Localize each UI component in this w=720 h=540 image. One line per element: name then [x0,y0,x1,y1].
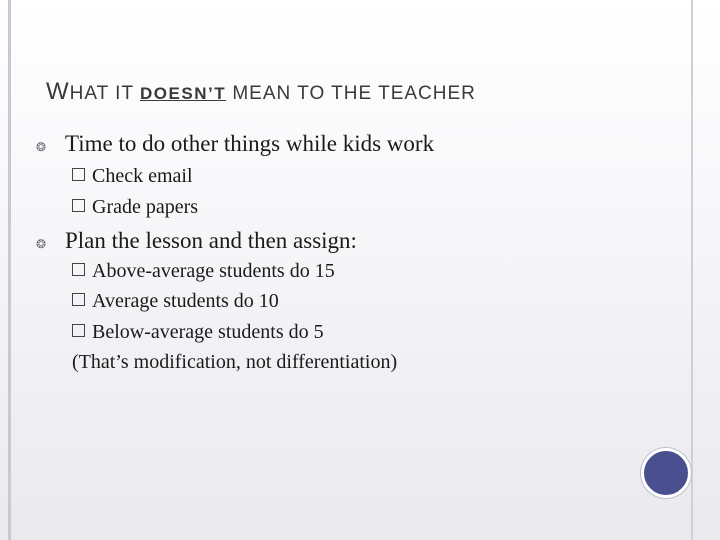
bullet-text: Plan the lesson and then assign: [65,228,357,253]
sub-bullet-check-email [72,165,193,188]
sub-bullet-above-average [72,260,335,283]
sub-bullet-text: Grade papers [92,196,199,218]
bullet-icon: ❂ [36,140,47,154]
checkbox-icon [72,199,85,212]
title-emphasis: DOESN’T [140,84,227,103]
checkbox-icon [72,324,85,337]
sub-bullet-text: Below-average students do 5 [92,321,324,343]
decorative-circle [641,448,691,498]
right-frame-line [691,0,693,540]
checkbox-icon [72,168,85,181]
checkbox-icon [72,263,85,276]
title-part-1: HAT IT [69,83,141,104]
checkbox-icon [72,293,85,306]
slide-title [46,78,476,106]
modification-note: (That’s modification, not differentiation) [72,351,398,373]
title-part-2: MEAN TO THE TEACHER [226,83,476,104]
title-initial: W [46,78,70,105]
sub-bullet-text: Check email [92,165,193,187]
sub-bullet-text: Average students do 10 [92,290,279,312]
bullet-text: Time to do other things while kids work [65,131,435,156]
sub-bullet-grade-papers [72,196,198,219]
sub-bullet-average [72,290,279,313]
sub-bullet-below-average [72,321,324,344]
bullet-icon: ❂ [36,237,47,251]
left-frame-line [8,0,11,540]
sub-bullet-text: Above-average students do 15 [92,260,335,282]
